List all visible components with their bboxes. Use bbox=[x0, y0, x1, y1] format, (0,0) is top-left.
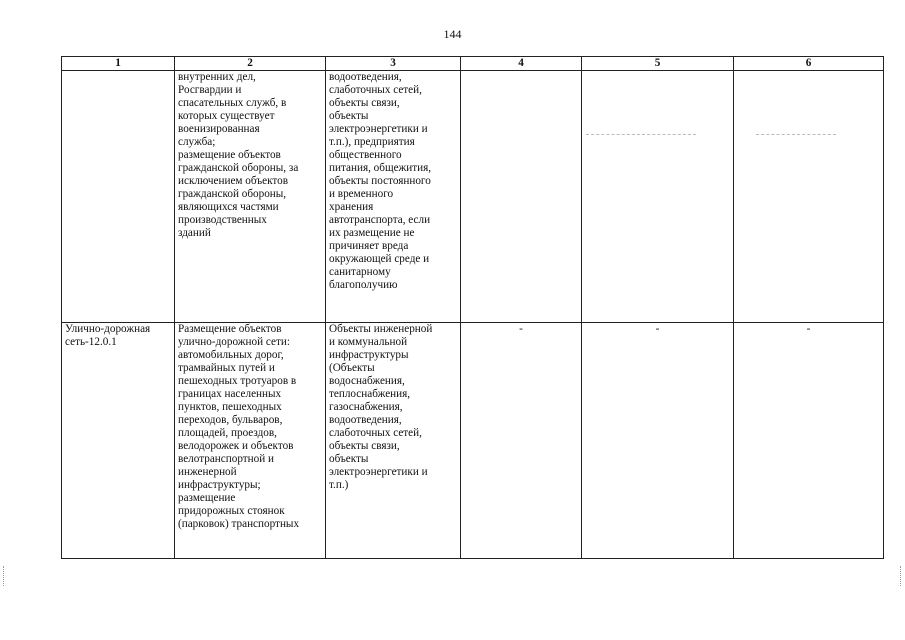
cell-text-line: Размещение объектов bbox=[178, 323, 282, 335]
cell-text-line: улично-дорожной сети: bbox=[178, 336, 290, 348]
row1-col6 bbox=[734, 71, 884, 323]
cell-text-line: велодорожек и объектов bbox=[178, 440, 294, 452]
cell-text-line: питания, общежития, bbox=[329, 162, 432, 174]
cell-text-line: Росгвардии и bbox=[178, 84, 242, 96]
row2-col1 bbox=[62, 323, 175, 559]
header-col-1: 1 bbox=[62, 57, 175, 71]
cell-text-line: велотранспортной и bbox=[178, 453, 275, 465]
cell-text-line: хранения bbox=[329, 201, 374, 213]
page-number: 144 bbox=[443, 27, 462, 41]
cell-text-line: переходов, бульваров, bbox=[178, 414, 283, 426]
cell-text-line: автомобильных дорог, bbox=[178, 349, 284, 361]
cell-text-line: внутренних дел, bbox=[178, 71, 256, 83]
cell-text-line: границах населенных bbox=[178, 388, 282, 400]
cell-text-line: размещение объектов bbox=[178, 149, 281, 161]
cell-text-line: пунктов, пешеходных bbox=[178, 401, 282, 413]
cell-text-line: придорожных стоянок bbox=[178, 505, 285, 517]
cell-text-line: зданий bbox=[178, 227, 211, 239]
cell-text-line: т.п.), предприятия bbox=[329, 136, 415, 148]
cell-text-line: и временного bbox=[329, 188, 394, 200]
cell-text-line: производственных bbox=[178, 214, 267, 226]
cell-text-line: инфраструктуры bbox=[329, 349, 409, 361]
scan-edge-dots bbox=[900, 566, 903, 586]
row2-col2 bbox=[175, 323, 326, 559]
cell-text-line: слаботочных сетей, bbox=[329, 427, 422, 439]
row1-col3 bbox=[326, 71, 461, 323]
table-row bbox=[62, 71, 884, 323]
cell-text-line: инженерной bbox=[178, 466, 237, 478]
cell-text-line: спасательных служб, в bbox=[178, 97, 287, 109]
scan-artifact-line bbox=[756, 134, 836, 135]
cell-text-line: объекты постоянного bbox=[329, 175, 431, 187]
cell-text-line: (парковок) транспортных bbox=[178, 518, 300, 530]
cell-text-line: т.п.) bbox=[329, 479, 349, 491]
cell-text-line: Объекты инженерной bbox=[329, 323, 433, 335]
cell-text-line: благополучию bbox=[329, 279, 398, 291]
scan-artifact-line bbox=[586, 134, 696, 135]
cell-text-line: инфраструктуры; bbox=[178, 479, 261, 491]
cell-text-line: являющихся частями bbox=[178, 201, 279, 213]
cell-text-line: площадей, проездов, bbox=[178, 427, 277, 439]
row2-col5: - bbox=[582, 323, 734, 559]
cell-text-line: электроэнергетики и bbox=[329, 123, 428, 135]
cell-text-line: водоотведения, bbox=[329, 414, 402, 426]
table-header-row bbox=[62, 57, 884, 71]
header-col-5: 5 bbox=[582, 57, 734, 71]
header-col-4: 4 bbox=[461, 57, 582, 71]
cell-text-line: окружающей среде и bbox=[329, 253, 430, 265]
cell-text-line: теплоснабжения, bbox=[329, 388, 411, 400]
header-col-6: 6 bbox=[734, 57, 884, 71]
row1-col2 bbox=[175, 71, 326, 323]
cell-text-line: Улично-дорожная bbox=[65, 323, 151, 335]
row1-col1 bbox=[62, 71, 175, 323]
cell-text-line: объекты связи, bbox=[329, 440, 400, 452]
cell-text-line: объекты связи, bbox=[329, 97, 400, 109]
cell-text-line: санитарному bbox=[329, 266, 391, 278]
cell-text-line: военизированная bbox=[178, 123, 260, 135]
cell-text-line: исключением объектов bbox=[178, 175, 288, 187]
scan-edge-dots bbox=[3, 566, 6, 586]
cell-text-line: гражданской обороны, за bbox=[178, 162, 299, 174]
cell-text-line: объекты bbox=[329, 453, 369, 465]
row2-col6: - bbox=[734, 323, 884, 559]
row1-col5 bbox=[582, 71, 734, 323]
cell-text-line: причиняет вреда bbox=[329, 240, 409, 252]
cell-text-line: газоснабжения, bbox=[329, 401, 403, 413]
cell-text-line: общественного bbox=[329, 149, 402, 161]
row2-col4: - bbox=[461, 323, 582, 559]
cell-text-line: и коммунальной bbox=[329, 336, 408, 348]
header-col-2: 2 bbox=[175, 57, 326, 71]
cell-text-line: служба; bbox=[178, 136, 216, 148]
cell-text-line: гражданской обороны, bbox=[178, 188, 287, 200]
cell-text-line: автотранспорта, если bbox=[329, 214, 431, 226]
cell-text-line: водоснабжения, bbox=[329, 375, 405, 387]
cell-text-line: электроэнергетики и bbox=[329, 466, 428, 478]
cell-text-line: (Объекты bbox=[329, 362, 375, 374]
cell-text-line: трамвайных путей и bbox=[178, 362, 275, 374]
cell-text-line: объекты bbox=[329, 110, 369, 122]
row2-col3 bbox=[326, 323, 461, 559]
cell-text-line: водоотведения, bbox=[329, 71, 402, 83]
cell-text-line: пешеходных тротуаров в bbox=[178, 375, 297, 387]
table-row bbox=[62, 323, 884, 559]
cell-text-line: их размещение не bbox=[329, 227, 415, 239]
cell-text-line: которых существует bbox=[178, 110, 275, 122]
cell-text-line: сеть-12.0.1 bbox=[65, 336, 117, 348]
row1-col4 bbox=[461, 71, 582, 323]
cell-text-line: размещение bbox=[178, 492, 236, 504]
cell-text-line: слаботочных сетей, bbox=[329, 84, 422, 96]
header-col-3: 3 bbox=[326, 57, 461, 71]
regulations-table bbox=[61, 56, 884, 559]
